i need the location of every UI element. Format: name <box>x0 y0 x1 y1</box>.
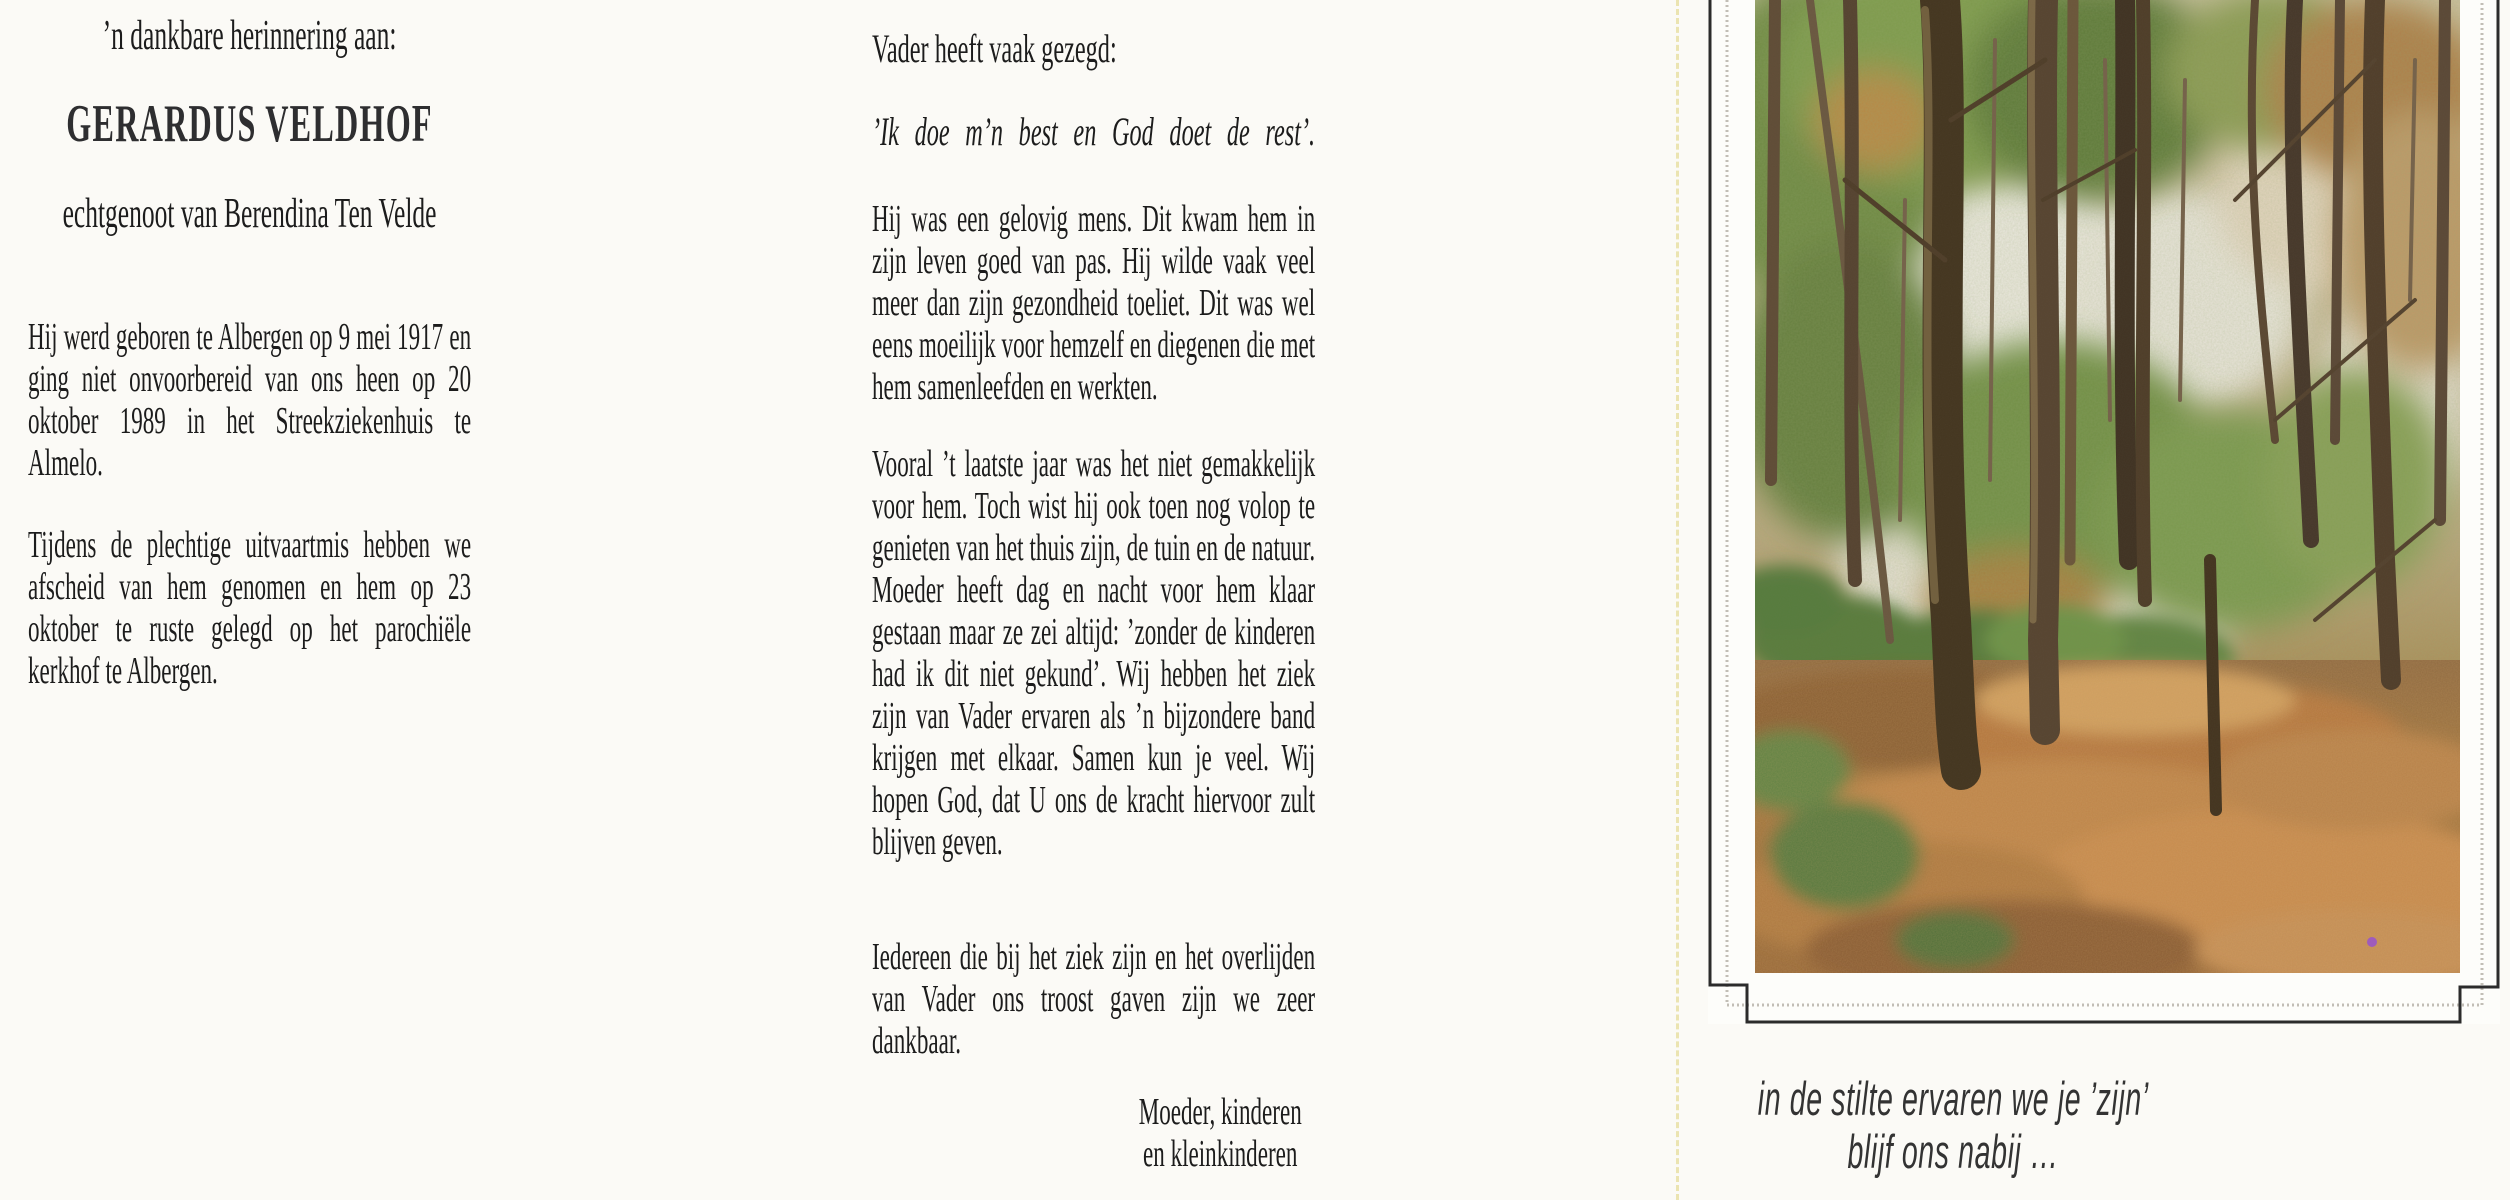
signature-lines <box>1139 1091 1302 1175</box>
relation-line: echtgenoot van Berendina Ten Velde <box>62 191 437 237</box>
quote-line: ’Ik doe m’n best en God doet de rest’. <box>872 109 1316 154</box>
caption-line-2: blijf ons nabij … <box>1847 1125 2060 1178</box>
card-fold-line <box>1676 0 1679 1200</box>
photo-frame <box>1700 0 2510 1045</box>
intro-line: ’n dankbare herinnering aan: <box>102 13 397 59</box>
thanks-paragraph: Iedereen die bij het ziek zijn en het overlijden van Vader ons troost gaven zijn we zeer dankbaar. <box>872 936 1316 1062</box>
birth-death-paragraph: Hij werd geboren te Albergen op 9 mei 1917 en ging niet onvoorbereid van ons heen op 20 oktober 1989 in het Streekziekenhuis te Almelo. <box>28 316 472 484</box>
lead-line: Vader heeft vaak gezegd: <box>872 26 1117 71</box>
forest-photo <box>1700 0 2510 1000</box>
signature-line-1: Moeder, kinderen <box>1138 1091 1302 1133</box>
last-year-paragraph: Vooral ’t laatste jaar was het niet gemakkelijk voor hem. Toch wist hij ook toen nog volop te genieten van het thuis zijn, de tuin en de natuur. Moeder heeft dag en nacht voor hem klaar gestaan maar ze zei altijd: ’zonder de kinderen had ik dit niet gekund’. Wij hebben het ziek zijn van Vader ervaren als ’n bijzondere band krijgen met elkaar. Samen kun je veel. Wij hopen God, dat U ons de kracht hiervoor zult blijven geven. <box>872 443 1316 863</box>
photo-caption <box>1753 1072 2154 1178</box>
deceased-name: GERARDUS VELDHOF <box>66 95 433 153</box>
signature-line-2: en kleinkinderen <box>1143 1133 1298 1175</box>
caption-line-1: in de stilte ervaren we je ’zijn’ <box>1757 1072 2149 1125</box>
signature-block <box>872 1091 1315 1175</box>
funeral-paragraph: Tijdens de plechtige uitvaartmis hebben we afscheid van hem genomen en hem op 23 oktober te ruste gelegd op het parochiële kerkhof te Albergen. <box>28 524 472 692</box>
faith-paragraph: Hij was een gelovig mens. Dit kwam hem in zijn leven goed van pas. Hij wilde vaak veel meer dan zijn gezondheid toeliet. Dit was wel eens moeilijk voor hemzelf en diegenen die met hem samenleefden en werkten. <box>872 198 1316 408</box>
